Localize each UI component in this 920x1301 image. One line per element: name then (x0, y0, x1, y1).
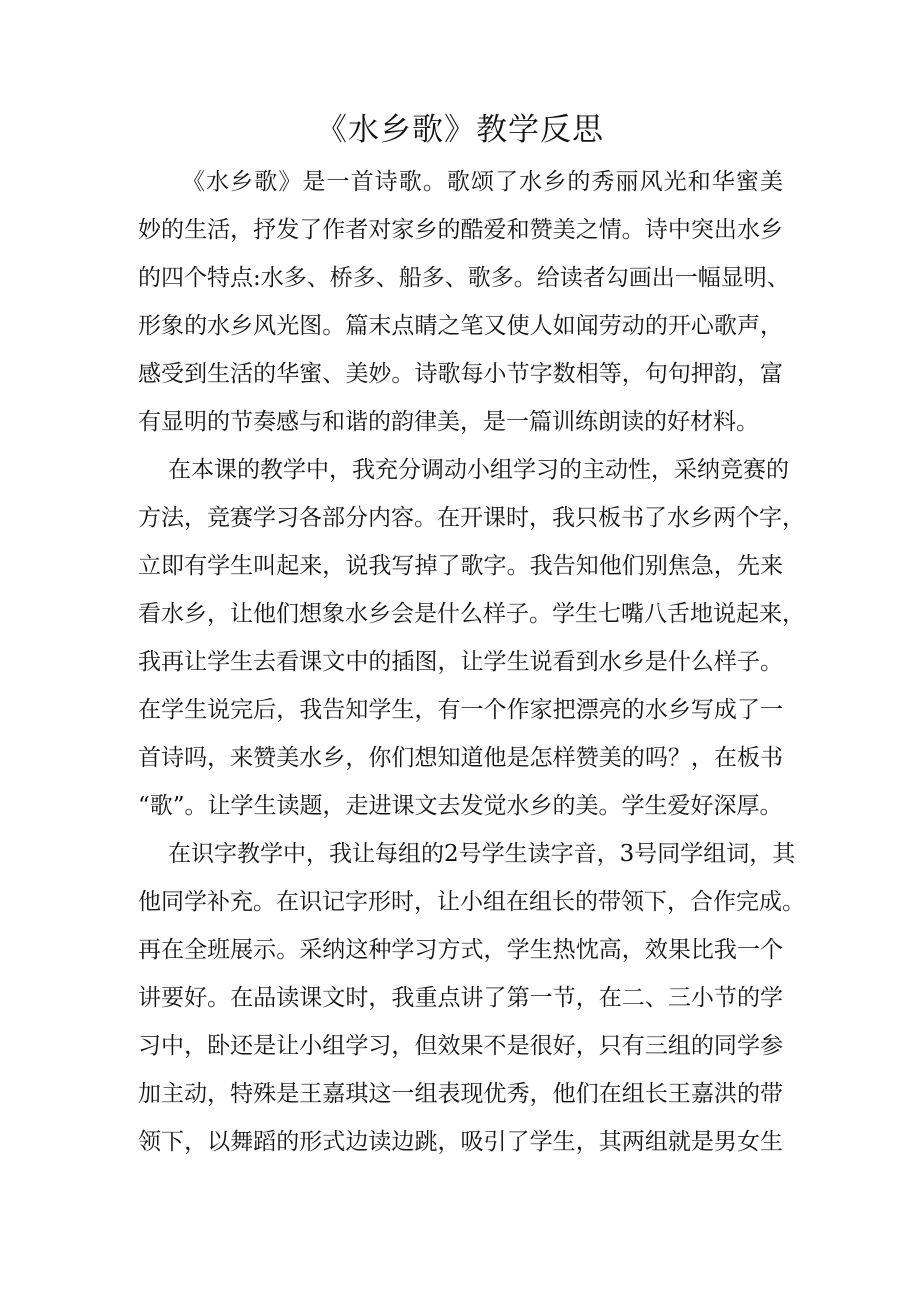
paragraph-line: 的四个特点:水多、桥多、船多、歌多。给读者勾画出一幅显明、 (138, 265, 790, 291)
paragraph-line: 讲要好。在品读课文时，我重点讲了第一节，在二、三小节的学 (138, 985, 783, 1011)
paragraph-line: “歌”。让学生读题，走进课文去发觉水乡的美。学生爱好深厚。 (138, 793, 783, 819)
paragraph-line: 形象的水乡风光图。篇末点睛之笔又使人如闻劳动的开心歌声， (138, 313, 783, 339)
paragraph-line: 在识字教学中，我让每组的2号学生读字音，3号同学组词，其 (168, 841, 796, 867)
paragraph-line: 领下，以舞蹈的形式边读边跳，吸引了学生，其两组就是男女生 (138, 1129, 783, 1155)
paragraph-line: 看水乡，让他们想象水乡会是什么样子。学生七嘴八舌地说起来， (138, 601, 805, 627)
paragraph-line: 《水乡歌》是一首诗歌。歌颂了水乡的秀丽风光和华蜜美 (182, 169, 783, 195)
paragraph-line: 在本课的教学中，我充分调动小组学习的主动性，采纳竞赛的 (168, 457, 789, 483)
paragraph-line: 我再让学生去看课文中的插图，让学生说看到水乡是什么样子。 (138, 649, 783, 675)
document-title: 《水乡歌》教学反思 (316, 112, 604, 148)
paragraph-line: 他同学补充。在识记字形时，让小组在组长的带领下，合作完成。 (138, 889, 805, 915)
paragraph-line: 感受到生活的华蜜、美妙。诗歌每小节字数相等，句句押韵，富 (138, 361, 783, 387)
paragraph-line: 有显明的节奏感与和谐的韵律美，是一篇训练朗读的好材料。 (138, 409, 759, 435)
paragraph-line: 方法，竞赛学习各部分内容。在开课时，我只板书了水乡两个字， (138, 505, 805, 531)
paragraph-line: 立即有学生叫起来，说我写掉了歌字。我告知他们别焦急，先来 (138, 553, 783, 579)
paragraph-line: 习中，卧还是让小组学习，但效果不是很好，只有三组的同学参 (138, 1033, 783, 1059)
paragraph-line: 妙的生活，抒发了作者对家乡的酷爱和赞美之情。诗中突出水乡 (138, 217, 783, 243)
paragraph-line: 首诗吗，来赞美水乡，你们想知道他是怎样赞美的吗？，在板书 (138, 745, 783, 771)
paragraph-line: 加主动，特殊是王嘉琪这一组表现优秀，他们在组长王嘉洪的带 (138, 1081, 783, 1107)
paragraph-line: 在学生说完后，我告知学生，有一个作家把漂亮的水乡写成了一 (138, 697, 783, 723)
paragraph-line: 再在全班展示。采纳这种学习方式，学生热忱高，效果比我一个 (138, 937, 783, 963)
